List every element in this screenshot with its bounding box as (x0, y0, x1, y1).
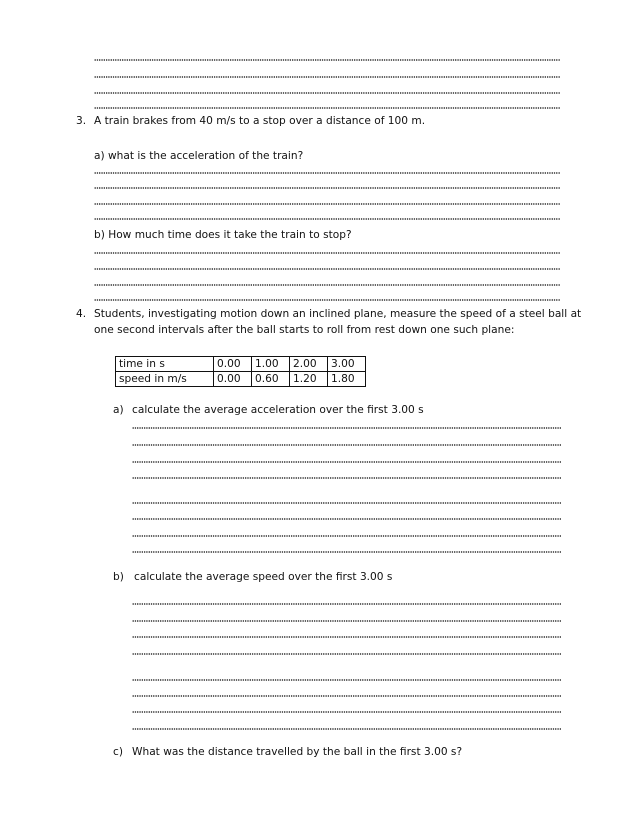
subquestion-label: b) (113, 571, 124, 583)
answer-line[interactable] (94, 187, 560, 189)
table-row (116, 357, 366, 372)
subquestion-text: What was the distance travelled by the ball in the first 3.00 s? (132, 746, 463, 758)
answer-line[interactable] (132, 477, 561, 479)
answer-line[interactable] (94, 268, 560, 270)
answer-line[interactable] (132, 679, 561, 681)
answer-line[interactable] (132, 518, 561, 520)
question-text-line-2: one second intervals after the ball starts to roll from rest down one such plane: (94, 324, 515, 336)
subquestion-text: calculate the average speed over the first 3.00 s (134, 571, 393, 583)
table-cell: 0.00 (214, 372, 252, 387)
question-number: 3. (76, 115, 87, 127)
answer-line[interactable] (94, 172, 560, 174)
table-cell: 0.60 (252, 372, 290, 387)
answer-line[interactable] (132, 636, 561, 638)
subquestion-text: calculate the average acceleration over the first 3.00 s (132, 404, 424, 416)
answer-line[interactable] (132, 695, 561, 697)
table-cell: 3.00 (328, 357, 366, 372)
answer-line[interactable] (132, 603, 561, 605)
answer-line[interactable] (94, 218, 560, 220)
table-cell: 1.80 (328, 372, 366, 387)
answer-line[interactable] (94, 284, 560, 286)
answer-line[interactable] (132, 535, 561, 537)
answer-line[interactable] (132, 502, 561, 504)
table-cell: 1.20 (290, 372, 328, 387)
answer-line[interactable] (132, 427, 561, 429)
answer-line[interactable] (94, 76, 560, 78)
answer-line[interactable] (132, 444, 561, 446)
table-row-header: time in s (116, 357, 214, 372)
question-number: 4. (76, 308, 87, 320)
question-text-line-1: Students, investigating motion down an inclined plane, measure the speed of a steel ball at (94, 308, 582, 320)
table-row-header: speed in m/s (116, 372, 214, 387)
question-part-b: b) How much time does it take the train to stop? (94, 229, 352, 241)
answer-line[interactable] (94, 252, 560, 254)
subquestion-label: a) (113, 404, 124, 416)
answer-line[interactable] (132, 711, 561, 713)
table-row (116, 372, 366, 387)
subquestion-label: c) (113, 746, 123, 758)
answer-line[interactable] (94, 203, 560, 205)
answer-line[interactable] (94, 299, 560, 301)
question-text: A train brakes from 40 m/s to a stop over a distance of 100 m. (94, 115, 426, 127)
answer-line[interactable] (94, 59, 560, 61)
answer-line[interactable] (132, 728, 561, 730)
table-cell: 0.00 (214, 357, 252, 372)
table-cell: 2.00 (290, 357, 328, 372)
answer-line[interactable] (132, 653, 561, 655)
table-cell: 1.00 (252, 357, 290, 372)
question-part-a: a) what is the acceleration of the train? (94, 150, 304, 162)
answer-line[interactable] (94, 92, 560, 94)
answer-line[interactable] (132, 461, 561, 463)
answer-line[interactable] (132, 620, 561, 622)
answer-line[interactable] (132, 551, 561, 553)
answer-line[interactable] (94, 107, 560, 109)
data-table (115, 356, 366, 387)
